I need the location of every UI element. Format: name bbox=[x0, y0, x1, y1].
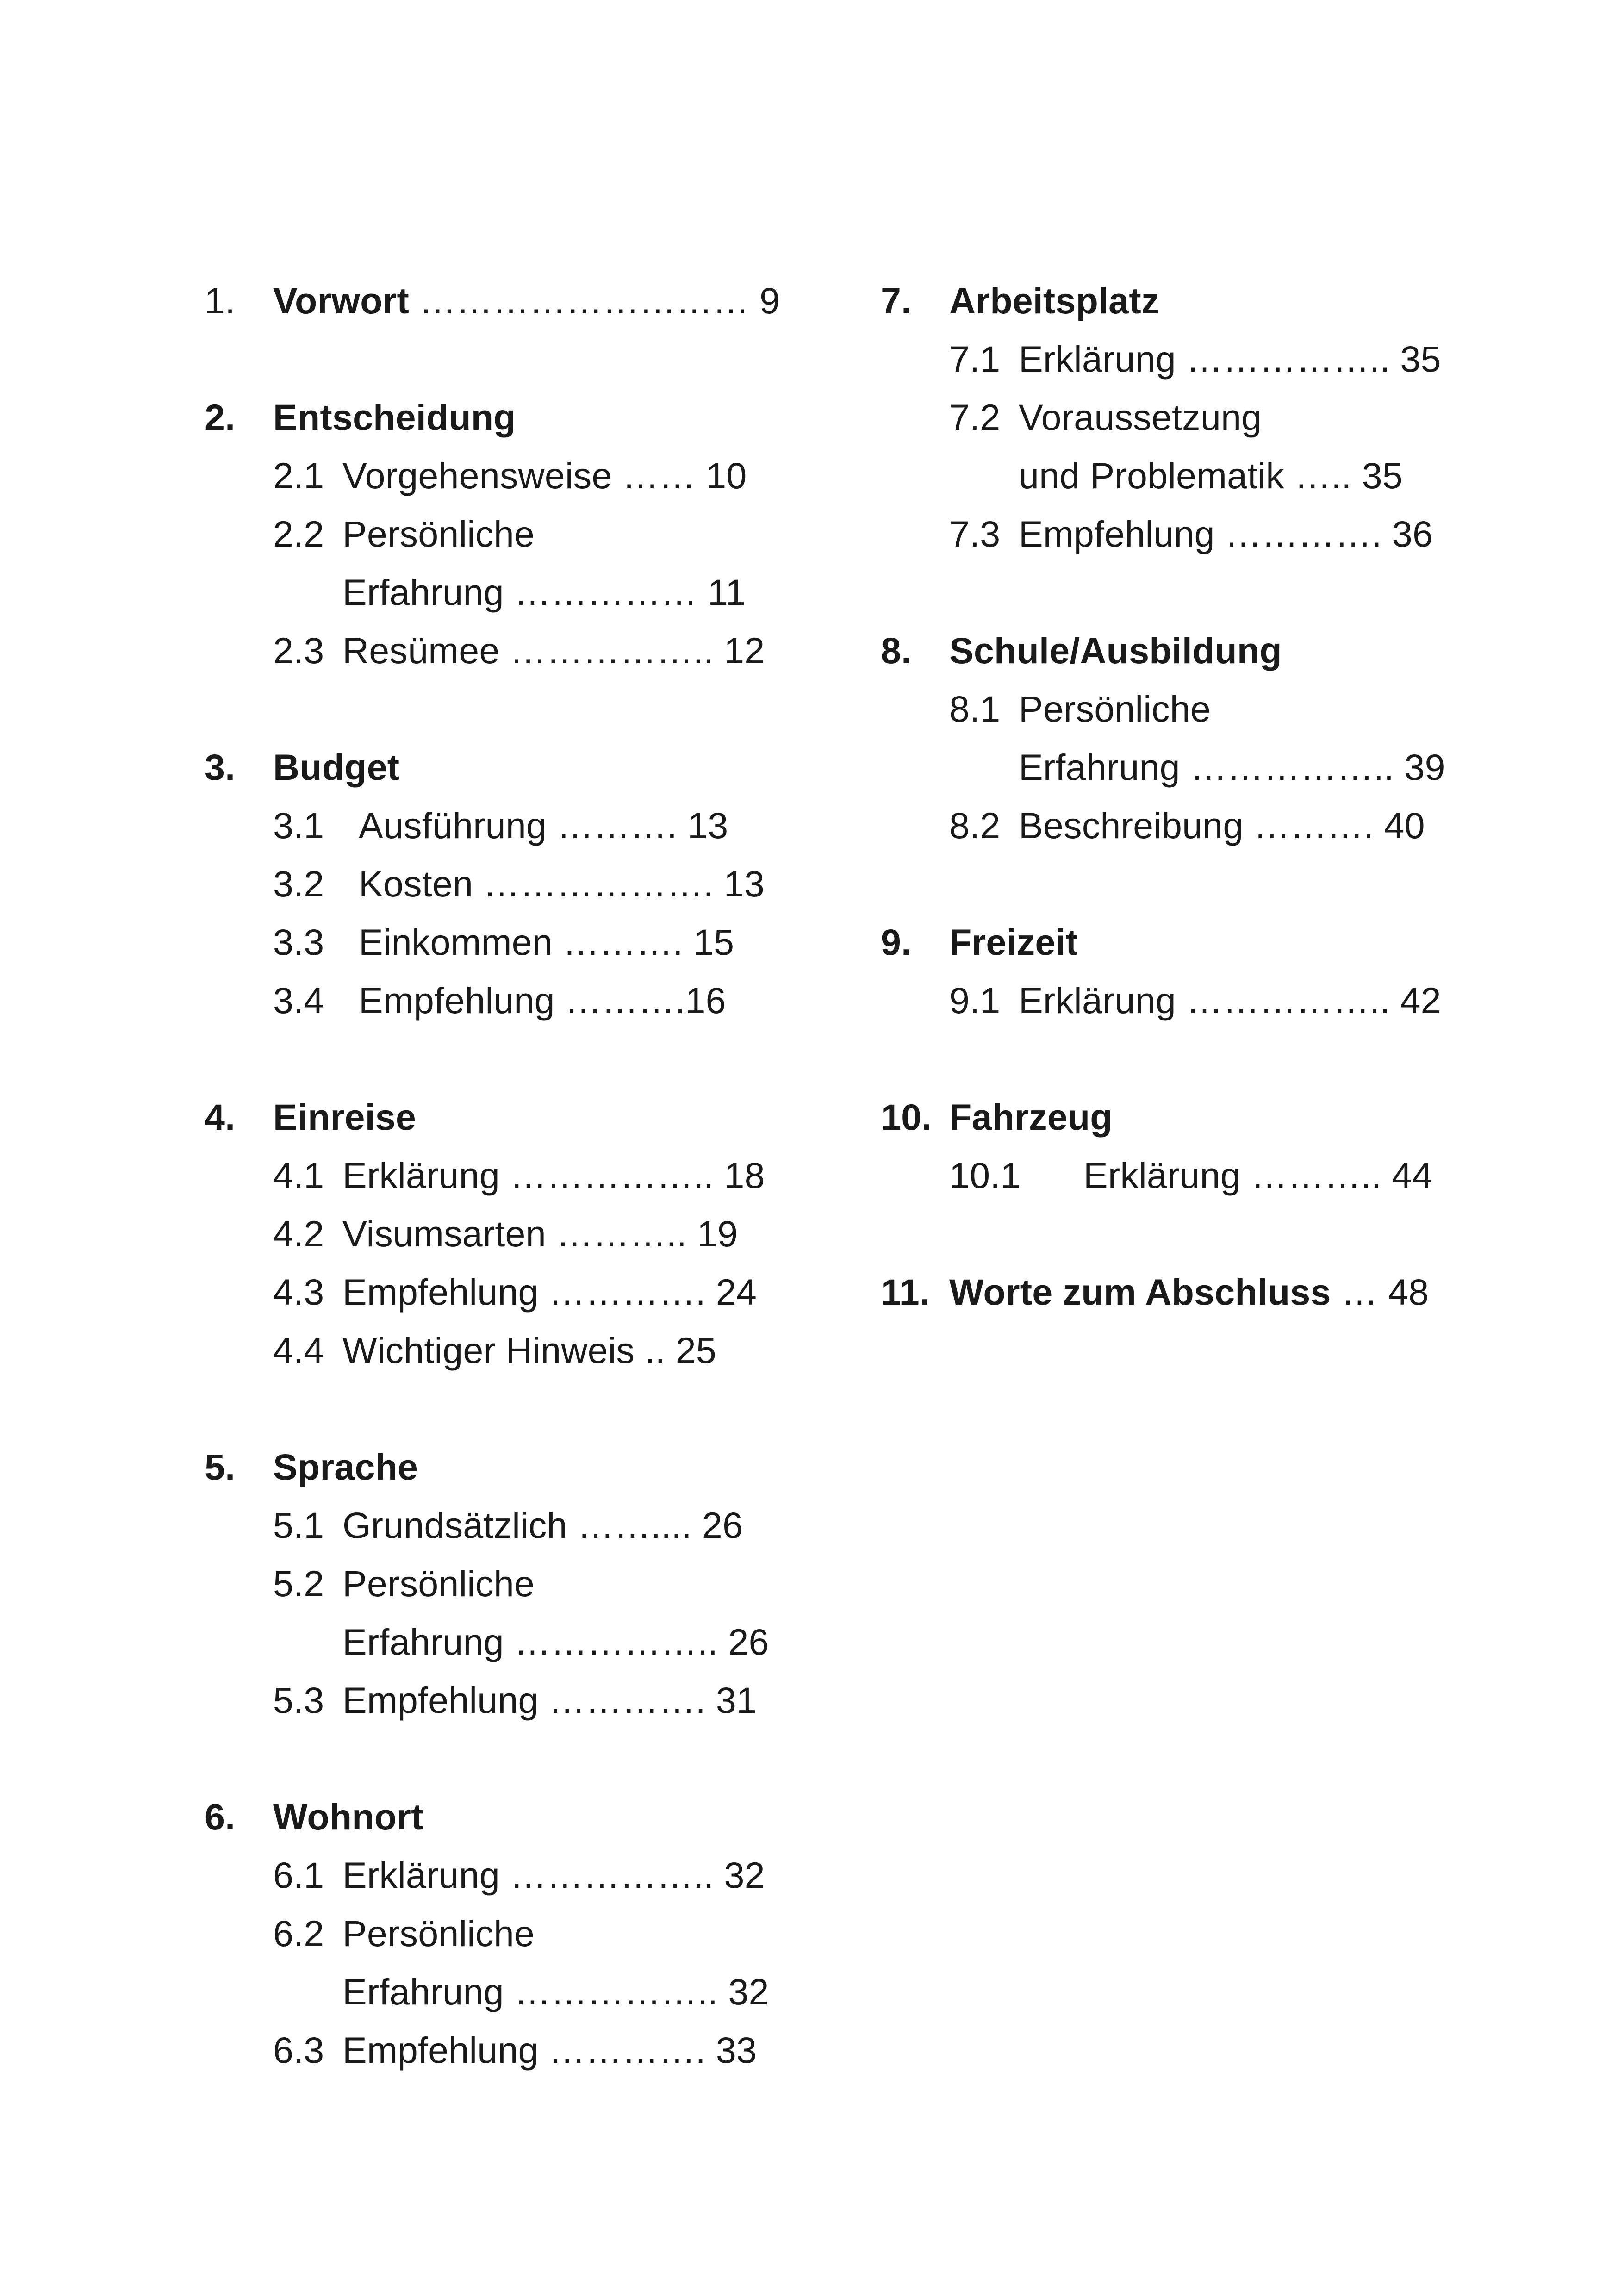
chapter-title-line bbox=[273, 399, 516, 436]
section-title: Resümee …………….. 12 bbox=[342, 630, 765, 671]
section-number: 4.1 bbox=[273, 1155, 324, 1196]
chapter-title-line bbox=[949, 282, 1160, 319]
section-number: 4.2 bbox=[273, 1213, 324, 1254]
section-number: 7.3 bbox=[949, 513, 1001, 554]
section-number: 7.1 bbox=[949, 338, 1001, 380]
chapter-title-line bbox=[949, 921, 1078, 963]
section-title: Einkommen ………. 15 bbox=[359, 921, 734, 963]
section-title: Empfehlung …………. 24 bbox=[342, 1271, 757, 1313]
chapter-title: Vorwort bbox=[273, 280, 409, 321]
chapter-page-leader: … 48 bbox=[1331, 1271, 1429, 1313]
section-title: Kosten ………………. 13 bbox=[359, 863, 765, 904]
section-title: Vorgehensweise …… 10 bbox=[342, 455, 747, 496]
chapter-title: Sprache bbox=[273, 1446, 418, 1487]
section-number: 3.1 bbox=[273, 805, 324, 846]
section-title: Erklärung ……….. 44 bbox=[1083, 1155, 1433, 1196]
chapter-title: Arbeitsplatz bbox=[949, 280, 1160, 321]
section-number: 5.3 bbox=[273, 1680, 324, 1721]
section-title: Erklärung …………….. 32 bbox=[342, 1854, 765, 1896]
section-title: Wichtiger Hinweis .. 25 bbox=[342, 1330, 717, 1371]
chapter-title-line bbox=[949, 1096, 1113, 1138]
section-title: Persönliche bbox=[342, 513, 535, 554]
chapter-number: 8. bbox=[881, 630, 912, 671]
section-title: Erklärung …………….. 42 bbox=[1019, 980, 1441, 1021]
section-title: Erklärung …………….. 35 bbox=[1019, 338, 1441, 380]
chapter-page-leader: ……………………… 9 bbox=[409, 280, 780, 321]
section-title: Empfehlung …………. 33 bbox=[342, 2029, 757, 2071]
section-title: Erklärung …………….. 18 bbox=[342, 1155, 765, 1196]
chapter-title-line bbox=[273, 1446, 418, 1487]
section-title-continuation: und Problematik ….. 35 bbox=[1019, 455, 1403, 496]
chapter-number: 7. bbox=[881, 280, 912, 321]
section-title-continuation: Erfahrung …………… 11 bbox=[342, 572, 746, 613]
section-number: 3.4 bbox=[273, 980, 324, 1021]
section-number: 2.2 bbox=[273, 513, 324, 554]
section-number: 6.2 bbox=[273, 1913, 324, 1954]
chapter-title-line bbox=[273, 1798, 423, 1835]
chapter-title-line bbox=[273, 282, 780, 319]
section-number: 3.2 bbox=[273, 863, 324, 904]
section-number: 2.1 bbox=[273, 455, 324, 496]
section-title: Empfehlung ……….16 bbox=[359, 980, 726, 1021]
chapter-title-line bbox=[949, 1271, 1429, 1313]
chapter-number: 10. bbox=[881, 1096, 932, 1138]
section-number: 9.1 bbox=[949, 980, 1001, 1021]
chapter-title: Budget bbox=[273, 747, 400, 788]
section-title: Persönliche bbox=[342, 1563, 535, 1604]
chapter-number: 11. bbox=[881, 1271, 930, 1313]
chapter-title-line bbox=[273, 1096, 416, 1138]
chapter-number: 3. bbox=[205, 747, 236, 788]
chapter-title: Schule/Ausbildung bbox=[949, 630, 1282, 671]
chapter-title: Wohnort bbox=[273, 1796, 423, 1837]
section-number: 5.2 bbox=[273, 1563, 324, 1604]
section-title-continuation: Erfahrung …………….. 26 bbox=[342, 1621, 769, 1662]
chapter-title: Fahrzeug bbox=[949, 1096, 1113, 1138]
section-title: Persönliche bbox=[342, 1913, 535, 1954]
section-number: 4.4 bbox=[273, 1330, 324, 1371]
section-title-continuation: Erfahrung …………….. 32 bbox=[342, 1971, 769, 2012]
chapter-title: Worte zum Abschluss bbox=[949, 1271, 1331, 1313]
section-title: Empfehlung …………. 36 bbox=[1019, 513, 1433, 554]
section-title: Beschreibung ………. 40 bbox=[1019, 805, 1425, 846]
section-title: Empfehlung …………. 31 bbox=[342, 1680, 757, 1721]
section-number: 10.1 bbox=[949, 1155, 1021, 1196]
section-number: 2.3 bbox=[273, 630, 324, 671]
section-number: 5.1 bbox=[273, 1505, 324, 1546]
chapter-title: Freizeit bbox=[949, 921, 1078, 963]
chapter-number: 5. bbox=[205, 1446, 236, 1487]
chapter-title-line bbox=[949, 632, 1282, 669]
section-title: Persönliche bbox=[1019, 688, 1211, 729]
section-number: 4.3 bbox=[273, 1271, 324, 1313]
chapter-title-line bbox=[273, 747, 400, 788]
section-number: 8.1 bbox=[949, 688, 1001, 729]
chapter-number: 1. bbox=[205, 280, 236, 321]
section-number: 6.3 bbox=[273, 2029, 324, 2071]
chapter-number: 9. bbox=[881, 921, 912, 963]
section-number: 6.1 bbox=[273, 1854, 324, 1896]
section-number: 7.2 bbox=[949, 397, 1001, 438]
section-title-continuation: Erfahrung …………….. 39 bbox=[1019, 747, 1445, 788]
chapter-number: 6. bbox=[205, 1796, 236, 1837]
section-title: Voraussetzung bbox=[1019, 397, 1262, 438]
section-title: Visumsarten ……….. 19 bbox=[342, 1213, 738, 1254]
section-number: 3.3 bbox=[273, 921, 324, 963]
section-title: Grundsätzlich …….... 26 bbox=[342, 1505, 743, 1546]
chapter-title: Einreise bbox=[273, 1096, 416, 1138]
chapter-title: Entscheidung bbox=[273, 397, 516, 438]
chapter-number: 4. bbox=[205, 1096, 236, 1138]
section-title: Ausführung ………. 13 bbox=[359, 805, 728, 846]
section-number: 8.2 bbox=[949, 805, 1001, 846]
chapter-number: 2. bbox=[205, 397, 236, 438]
